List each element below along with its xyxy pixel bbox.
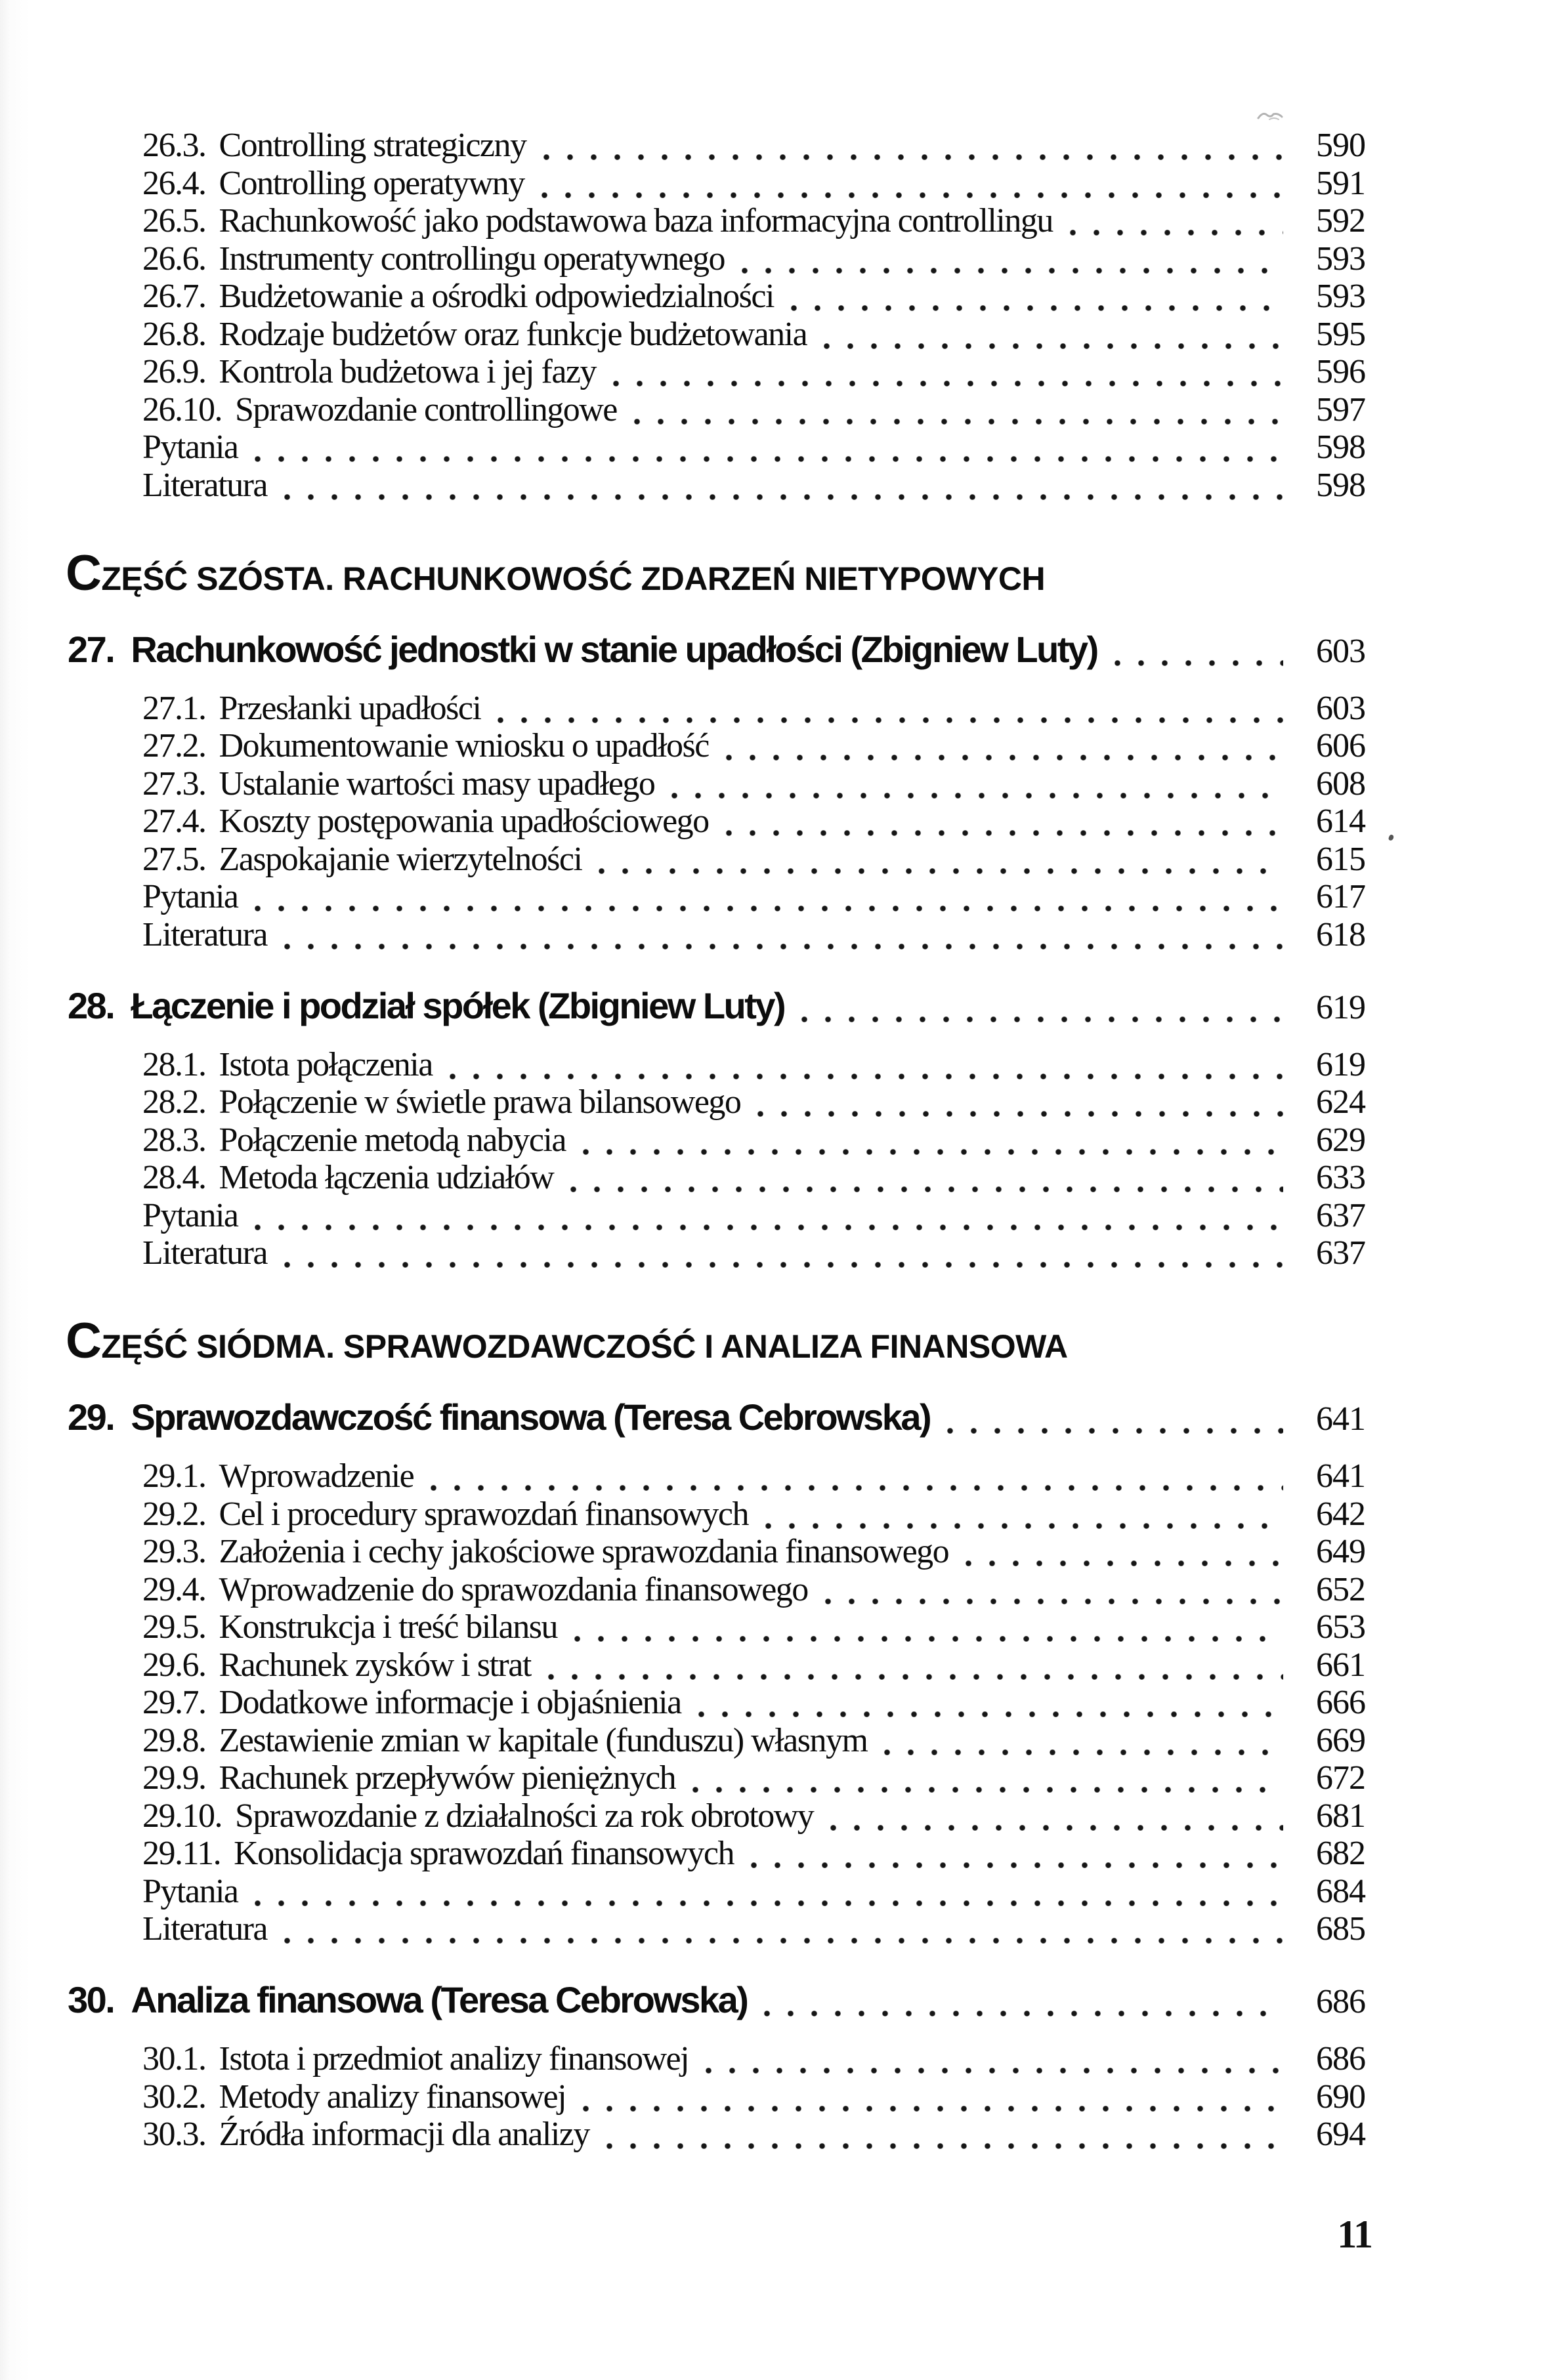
entry-number: 28.1.	[142, 1045, 206, 1083]
dot-leader	[498, 717, 1283, 723]
entry-number: 29.	[68, 1396, 114, 1438]
toc-entry	[142, 800, 1365, 843]
entry-number: 29.8.	[142, 1721, 206, 1759]
dot-leader	[583, 2106, 1283, 2112]
entry-number: 27.5.	[142, 840, 206, 878]
page-number: 617	[1316, 878, 1365, 915]
dot-leader	[791, 305, 1283, 311]
toc-entry	[142, 724, 1365, 768]
entry-title: Konsolidacja sprawozdań finansowych	[234, 1835, 734, 1872]
page-number: 619	[1316, 1045, 1365, 1083]
dot-leader	[613, 381, 1283, 386]
toc-entry	[142, 124, 1365, 167]
toc-entry	[142, 1194, 1365, 1238]
toc-entry	[142, 1757, 1365, 1800]
entry-title: Rodzaje budżetów oraz funkcje budżetowania	[219, 315, 807, 353]
entry-title: Pytania	[142, 1872, 238, 1910]
toc-entry	[142, 1681, 1365, 1724]
entry-number: 26.9.	[142, 353, 206, 390]
entry-title: Zaspokajanie wierzytelności	[219, 840, 582, 878]
entry-title: Literatura	[142, 1910, 267, 1948]
dot-leader	[692, 1787, 1283, 1793]
entry-number: 27.	[68, 628, 114, 670]
toc-entry	[142, 1530, 1365, 1574]
dot-leader	[583, 1149, 1283, 1155]
toc-entry	[142, 2113, 1365, 2156]
dot-leader	[830, 1825, 1283, 1831]
page-number: 637	[1316, 1196, 1365, 1234]
page-number: 619	[1316, 988, 1365, 1026]
entry-number: 29.1.	[142, 1457, 206, 1495]
entry-title: Literatura	[142, 466, 267, 504]
entry-number: 30.1.	[142, 2040, 206, 2077]
entry-number: 26.7.	[142, 278, 206, 315]
toc-entry	[142, 1832, 1365, 1875]
dot-leader	[671, 793, 1283, 799]
page-number: 615	[1316, 840, 1365, 878]
toc-part-heading	[66, 543, 1045, 609]
page-number: 598	[1316, 466, 1365, 504]
entry-title: Rachunkowość jako podstawowa baza informacyjna controllingu	[219, 202, 1053, 240]
entry-title: Sprawozdawczość finansowa (Teresa Cebrowska)	[131, 1396, 931, 1438]
entry-number: 30.2.	[142, 2077, 206, 2116]
toc-entry	[142, 1870, 1365, 1913]
toc-entry	[142, 388, 1365, 432]
entry-number: 29.6.	[142, 1646, 206, 1684]
dot-leader	[947, 1428, 1283, 1434]
toc-entry	[142, 687, 1365, 730]
toc-entry	[142, 762, 1365, 806]
page-number: 672	[1316, 1759, 1365, 1797]
toc-entry	[142, 875, 1365, 919]
entry-title: Literatura	[142, 1234, 267, 1272]
dot-leader	[698, 1711, 1283, 1717]
entry-number: 27.3.	[142, 764, 206, 803]
page-number: 597	[1316, 390, 1365, 428]
page-number: 653	[1316, 1608, 1365, 1646]
dot-leader	[1070, 230, 1283, 236]
toc-entry	[142, 1908, 1365, 1951]
entry-title: Źródła informacji dla analizy	[219, 2116, 589, 2153]
dot-leader	[726, 755, 1283, 761]
entry-number: 29.10.	[142, 1797, 222, 1835]
page-number: 593	[1316, 278, 1365, 315]
toc-entry	[142, 1455, 1365, 1498]
dot-leader	[801, 1016, 1283, 1022]
dot-leader	[765, 1523, 1283, 1529]
dot-leader	[543, 154, 1283, 160]
entry-number: 29.7.	[142, 1684, 206, 1721]
dot-leader	[599, 868, 1283, 874]
page-number: 590	[1316, 127, 1365, 164]
dot-leader	[757, 1111, 1283, 1117]
toc-chapter-heading	[68, 1971, 1365, 2031]
part-heading-label: CZĘŚĆ SIÓDMA. SPRAWOZDAWCZOŚĆ I ANALIZA FINANSOWA	[66, 1313, 1068, 1369]
page-number: 669	[1316, 1721, 1365, 1759]
page-number: 593	[1316, 240, 1365, 278]
dot-leader	[548, 1674, 1283, 1680]
page-number: 598	[1316, 428, 1365, 466]
page-number: 686	[1316, 2040, 1365, 2077]
toc-entry	[142, 1081, 1365, 1124]
page-number: 661	[1316, 1646, 1365, 1684]
entry-title: Pytania	[142, 428, 238, 466]
page-number: 608	[1316, 764, 1365, 803]
entry-number: 26.3.	[142, 127, 206, 164]
toc-entry	[142, 1493, 1365, 1536]
page-number: 618	[1316, 915, 1365, 953]
page-number: 641	[1316, 1457, 1365, 1495]
entry-title: Rachunek przepływów pieniężnych	[219, 1759, 676, 1797]
entry-number: 28.2.	[142, 1083, 206, 1121]
dot-leader	[706, 2068, 1283, 2074]
entry-title: Pytania	[142, 1196, 238, 1234]
toc-entry	[142, 350, 1365, 394]
toc-entry	[142, 275, 1365, 318]
page-number: 592	[1316, 202, 1365, 240]
toc-entry	[142, 1156, 1365, 1200]
page-number: 686	[1316, 1983, 1365, 2020]
toc-entry	[142, 838, 1365, 881]
toc-entry	[142, 1043, 1365, 1087]
entry-title: Rachunkowość jednostki w stanie upadłości (Zbigniew Luty)	[131, 628, 1097, 670]
page-number: 624	[1316, 1083, 1365, 1121]
page-number: 652	[1316, 1570, 1365, 1608]
entry-number: 29.5.	[142, 1608, 206, 1646]
page-number: 682	[1316, 1835, 1365, 1872]
entry-title: Wprowadzenie do sprawozdania finansowego	[219, 1570, 808, 1608]
dot-leader	[606, 2143, 1283, 2149]
entry-title: Istota połączenia	[219, 1045, 433, 1083]
toc-entry	[142, 913, 1365, 957]
entry-title: Literatura	[142, 915, 267, 953]
entry-number: 27.1.	[142, 689, 206, 727]
entry-number: 26.4.	[142, 164, 206, 202]
toc-entry	[142, 199, 1365, 243]
entry-title: Wprowadzenie	[219, 1457, 414, 1495]
entry-title: Sprawozdanie z działalności za rok obrotowy	[235, 1797, 814, 1835]
entry-number: 29.2.	[142, 1495, 206, 1533]
toc-entry	[142, 426, 1365, 469]
dot-leader	[884, 1749, 1283, 1755]
toc-entry	[142, 162, 1365, 205]
entry-title: Controlling strategiczny	[219, 127, 526, 164]
entry-number: 30.3.	[142, 2116, 206, 2153]
page-number: 603	[1316, 689, 1365, 727]
entry-number: 26.6.	[142, 240, 206, 278]
entry-title: Rachunek zysków i strat	[219, 1646, 531, 1684]
dot-leader	[634, 419, 1283, 425]
page-number: 629	[1316, 1121, 1365, 1159]
toc-chapter-heading	[68, 977, 1365, 1037]
entry-title: Zestawienie zmian w kapitale (funduszu) własnym	[219, 1721, 868, 1759]
toc-part-heading	[66, 1311, 1068, 1377]
dot-leader	[431, 1485, 1283, 1491]
dot-leader	[570, 1186, 1283, 1192]
toc-entry	[142, 1719, 1365, 1763]
entry-title: Założenia i cechy jakościowe sprawozdania finansowego	[219, 1533, 949, 1570]
entry-title: Konstrukcja i treść bilansu	[219, 1608, 557, 1646]
toc-entry	[142, 1606, 1365, 1649]
entry-title: Połączenie metodą nabycia	[219, 1121, 566, 1159]
toc-entry	[142, 2037, 1365, 2081]
toc-entry	[142, 1644, 1365, 1687]
dot-leader	[966, 1560, 1283, 1566]
entry-number: 29.11.	[142, 1835, 221, 1872]
dot-leader	[825, 1598, 1283, 1604]
entry-number: 30.	[68, 1979, 114, 2020]
page-number: 637	[1316, 1234, 1365, 1272]
part-heading-label: CZĘŚĆ SZÓSTA. RACHUNKOWOŚĆ ZDARZEŃ NIETYPOWYCH	[66, 545, 1046, 601]
dot-leader	[255, 1224, 1283, 1230]
page-number: 690	[1316, 2077, 1365, 2116]
entry-number: 28.3.	[142, 1121, 206, 1159]
entry-title: Pytania	[142, 878, 238, 915]
page-number: 694	[1316, 2116, 1365, 2153]
page-number: 596	[1316, 353, 1365, 390]
page-number: 649	[1316, 1533, 1365, 1570]
entry-number: 29.4.	[142, 1570, 206, 1608]
page-number: 666	[1316, 1684, 1365, 1721]
toc-chapter-heading	[68, 1388, 1365, 1448]
entry-number: 26.10.	[142, 390, 222, 428]
entry-title: Sprawozdanie controllingowe	[235, 390, 617, 428]
entry-number: 26.8.	[142, 315, 206, 353]
entry-title: Połączenie w świetle prawa bilansowego	[219, 1083, 741, 1121]
toc-entry	[142, 313, 1365, 356]
entry-number: 29.3.	[142, 1533, 206, 1570]
dot-leader	[450, 1074, 1283, 1079]
entry-number: 27.2.	[142, 727, 206, 764]
entry-number: 29.9.	[142, 1759, 206, 1797]
dot-leader	[284, 944, 1283, 950]
dot-leader	[284, 494, 1283, 500]
toc-entry	[142, 1119, 1365, 1162]
dot-leader	[574, 1636, 1283, 1642]
entry-number: 26.5.	[142, 202, 206, 240]
toc-entry	[142, 1232, 1365, 1275]
page-number: 685	[1316, 1910, 1365, 1948]
toc-entry	[142, 2076, 1365, 2119]
page-number-footer: 11	[1337, 2213, 1372, 2256]
entry-title: Controlling operatywny	[219, 164, 524, 202]
dot-leader	[284, 1938, 1283, 1944]
toc-entry	[142, 1568, 1365, 1612]
entry-title: Przesłanki upadłości	[219, 689, 481, 727]
dot-leader	[824, 343, 1283, 349]
toc-chapter-heading	[68, 621, 1365, 680]
toc-entry	[142, 1795, 1365, 1838]
page-number: 641	[1316, 1400, 1365, 1438]
toc-entry	[142, 238, 1365, 281]
entry-number: 28.	[68, 984, 114, 1026]
dot-leader	[255, 1900, 1283, 1906]
page-number: 603	[1316, 632, 1365, 670]
entry-number: 27.4.	[142, 803, 206, 840]
dot-leader	[542, 192, 1283, 198]
entry-title: Ustalanie wartości masy upadłego	[219, 764, 655, 803]
dot-leader	[751, 1862, 1283, 1868]
dot-leader	[764, 2011, 1283, 2016]
entry-number: 28.4.	[142, 1159, 206, 1196]
page-number: 614	[1316, 803, 1365, 840]
dot-leader	[1115, 660, 1283, 666]
toc-entry	[142, 464, 1365, 507]
page-number: 595	[1316, 315, 1365, 353]
page-number: 606	[1316, 727, 1365, 764]
entry-title: Istota i przedmiot analizy finansowej	[219, 2040, 689, 2077]
page-number: 681	[1316, 1797, 1365, 1835]
page-number: 684	[1316, 1872, 1365, 1910]
entry-title: Cel i procedury sprawozdań finansowych	[219, 1495, 749, 1533]
dot-leader	[255, 456, 1283, 462]
page-number: 633	[1316, 1159, 1365, 1196]
entry-title: Dodatkowe informacje i objaśnienia	[219, 1684, 681, 1721]
dot-leader	[284, 1262, 1283, 1268]
entry-title: Dokumentowanie wniosku o upadłość	[219, 727, 709, 764]
dot-leader	[255, 906, 1283, 911]
entry-title: Metody analizy finansowej	[219, 2077, 566, 2116]
entry-title: Łączenie i podział spółek (Zbigniew Luty)	[131, 984, 785, 1026]
dot-leader	[742, 268, 1283, 274]
page-number: 591	[1316, 164, 1365, 202]
scan-speck	[1388, 834, 1394, 841]
page-number: 642	[1316, 1495, 1365, 1533]
entry-title: Analiza finansowa (Teresa Cebrowska)	[131, 1979, 748, 2020]
entry-title: Budżetowanie a ośrodki odpowiedzialności	[219, 278, 774, 315]
entry-title: Kontrola budżetowa i jej fazy	[219, 353, 596, 390]
entry-title: Koszty postępowania upadłościowego	[219, 803, 709, 840]
entry-title: Instrumenty controllingu operatywnego	[219, 240, 725, 278]
entry-title: Metoda łączenia udziałów	[219, 1159, 554, 1196]
scan-smudge	[1256, 106, 1284, 123]
dot-leader	[726, 830, 1283, 836]
